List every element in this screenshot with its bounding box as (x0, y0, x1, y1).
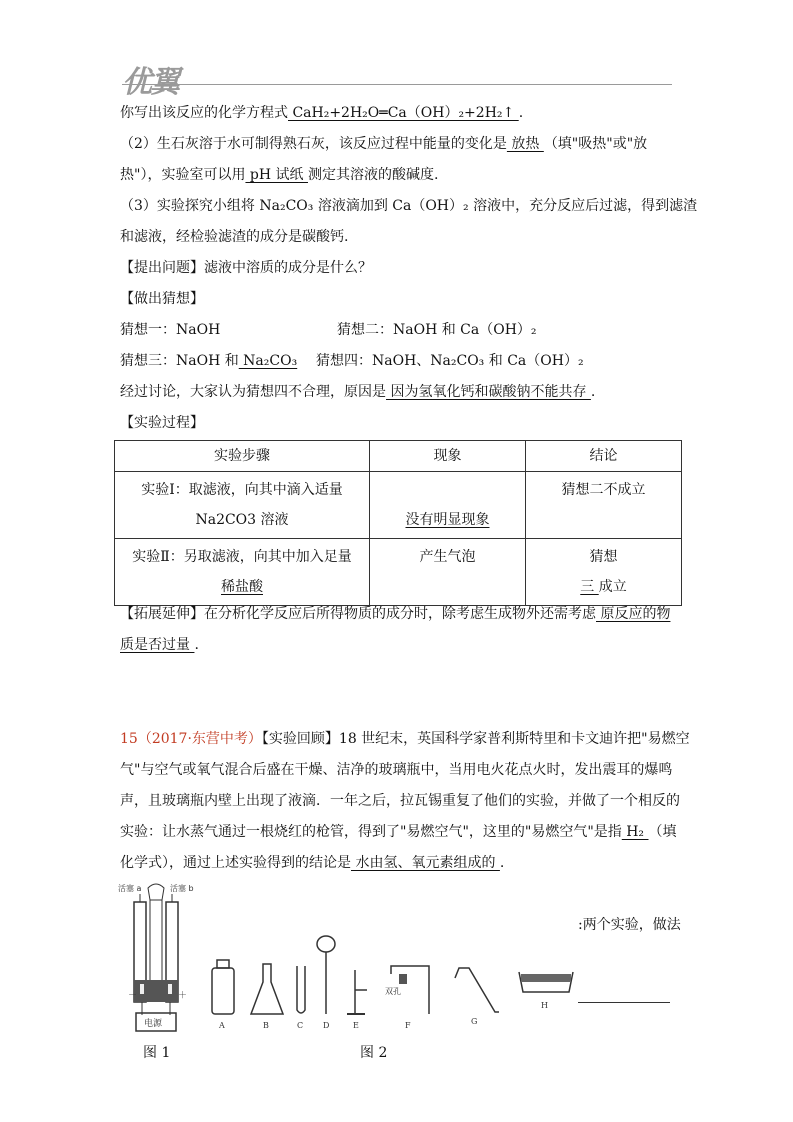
apparatus-letter: B (263, 1021, 269, 1030)
q15-line-3: 声，且玻璃瓶内壁上出现了液滴．一年之后，拉瓦锡重复了他们的实验，并做了一个相反的 (120, 793, 680, 809)
answer-reason: 因为氢氧化钙和碳酸钠不能共存 (386, 384, 591, 400)
equation-line: 你写出该反应的化学方程式 CaH₂+2H₂O═Ca（OH）₂+2H₂↑ . (120, 105, 524, 121)
experiment-table (114, 440, 682, 606)
answer-hcl: 稀盐酸 (221, 579, 263, 595)
hypothesis-1: 猜想一：NaOH (120, 322, 221, 338)
figure-1-electrolysis-apparatus (112, 880, 202, 1035)
question-3-line-1: （3）实验探究小组将 Na₂CO₃ 溶液滴加到 Ca（OH）₂ 溶液中，充分反应后过滤，得到滤渣 (120, 198, 698, 214)
q15-line-1: 15（2017·东营中考）【实验回顾】18 世纪末，英国科学家普利斯特里和卡文迪许把"易燃空 (120, 731, 690, 747)
header-rule (122, 84, 672, 85)
question-2-line-2: 热"），实验室可以用 pH 试纸 测定其溶液的酸碱度. (120, 167, 439, 183)
minus-sign: － (128, 991, 138, 1001)
answer-excess-1: 原反应的物 (596, 606, 671, 622)
answer-three: 三 (580, 579, 599, 595)
apparatus-letter: D (323, 1021, 330, 1030)
table-cell (370, 472, 526, 539)
figure-2-apparatus-set (205, 930, 585, 1030)
answer-heat: 放热 (506, 136, 544, 152)
stopcock-b-label: 活塞 b (170, 884, 194, 893)
apparatus-b-flask (251, 964, 283, 1014)
extension-line-2: 质是否过量 . (120, 637, 199, 653)
stopcock-a-label: 活塞 a (118, 884, 142, 893)
answer-na2co3: Na₂CO₃ (238, 353, 298, 369)
table-cell: 产生气泡 (370, 539, 526, 606)
power-supply-label: 电源 (144, 1019, 163, 1029)
answer-h2: H₂ (621, 824, 649, 840)
figure-1-caption: 图 1 (143, 1045, 171, 1061)
process-heading: 【实验过程】 (120, 415, 204, 431)
table-header-row (115, 441, 682, 472)
question-source: （2017·东营中考） (137, 731, 262, 747)
brand-logo: 优翼 (122, 65, 178, 100)
apparatus-f-stopper-tube (385, 966, 429, 1014)
table-cell: 实验Ⅱ：另取滤液，向其中加入足量 稀盐酸 (115, 539, 370, 606)
table-header: 现象 (370, 441, 526, 472)
q15-line-5: 化学式），通过上述实验得到的结论是 水由氢、氧元素组成的 . (120, 855, 505, 871)
apparatus-h-trough (519, 972, 573, 992)
discussion-line: 经过讨论，大家认为猜想四不合理，原因是 因为氢氧化钙和碳酸钠不能共存 . (120, 384, 596, 400)
answer-ph-paper: pH 试纸 (245, 167, 308, 183)
apparatus-letter: F (405, 1021, 411, 1030)
apparatus-letter: H (541, 1001, 548, 1010)
table-cell: 实验Ⅰ：取滤液，向其中滴入适量 Na2CO3 溶液 (115, 472, 370, 539)
apparatus-e-stand (347, 970, 367, 1014)
table-cell: 猜想 三 成立 (526, 539, 682, 606)
answer-conclusion: 水由氢、氧元素组成的 (351, 855, 500, 871)
two-hole-label: 双孔 (385, 987, 401, 996)
hypothesis-2: 猜想二：NaOH 和 Ca（OH）₂ (337, 322, 537, 338)
q15-line-4: 实验：让水蒸气通过一根烧红的枪管，得到了"易燃空气"，这里的"易燃空气"是指 H₂ （填 (120, 824, 677, 840)
cropped-side-text: :两个实验，做法 (578, 917, 681, 933)
table-row (115, 539, 682, 606)
question-number: 15 (120, 731, 138, 747)
question-2-line-1: （2）生石灰溶于水可制得熟石灰，该反应过程中能量的变化是 放热 （填"吸热"或"放 (120, 136, 648, 152)
table-header: 实验步骤 (115, 441, 370, 472)
table-row (115, 472, 682, 539)
answer-equation: CaH₂+2H₂O═Ca（OH）₂+2H₂↑ (288, 105, 519, 121)
answer-no-phenomenon: 没有明显现象 (405, 512, 490, 528)
answer-blank-line (578, 1002, 670, 1003)
extension-line-1: 【拓展延伸】在分析化学反应后所得物质的成分时，除考虑生成物外还需考虑 原反应的物 (120, 606, 671, 622)
apparatus-a-bottle (212, 960, 234, 1014)
plus-sign: ＋ (178, 991, 188, 1001)
apparatus-g-bent-tube (455, 968, 499, 1012)
apparatus-letter: A (219, 1021, 225, 1030)
question-3-line-2: 和滤液，经检验滤渣的成分是碳酸钙. (120, 229, 349, 245)
apparatus-letter: C (297, 1021, 304, 1030)
q15-line-2: 气"与空气或氧气混合后盛在干燥、洁净的玻璃瓶中，当用电火花点火时，发出震耳的爆鸣 (120, 762, 673, 778)
answer-excess-2: 质是否过量 (120, 637, 195, 653)
apparatus-letter: E (353, 1021, 359, 1030)
table-header: 结论 (526, 441, 682, 472)
apparatus-letter: G (471, 1017, 478, 1026)
hypothesis-3: 猜想三：NaOH 和 Na₂CO₃ (120, 353, 298, 369)
hypothesis-heading: 【做出猜想】 (120, 291, 204, 307)
raise-question: 【提出问题】滤液中溶质的成分是什么？ (120, 260, 372, 276)
hypothesis-4: 猜想四：NaOH、Na₂CO₃ 和 Ca（OH）₂ (316, 353, 584, 369)
apparatus-c-test-tube (297, 966, 305, 1013)
apparatus-d-funnel (317, 936, 335, 1014)
figure-2-caption: 图 2 (360, 1045, 388, 1061)
table-cell: 猜想二不成立 (526, 472, 682, 539)
